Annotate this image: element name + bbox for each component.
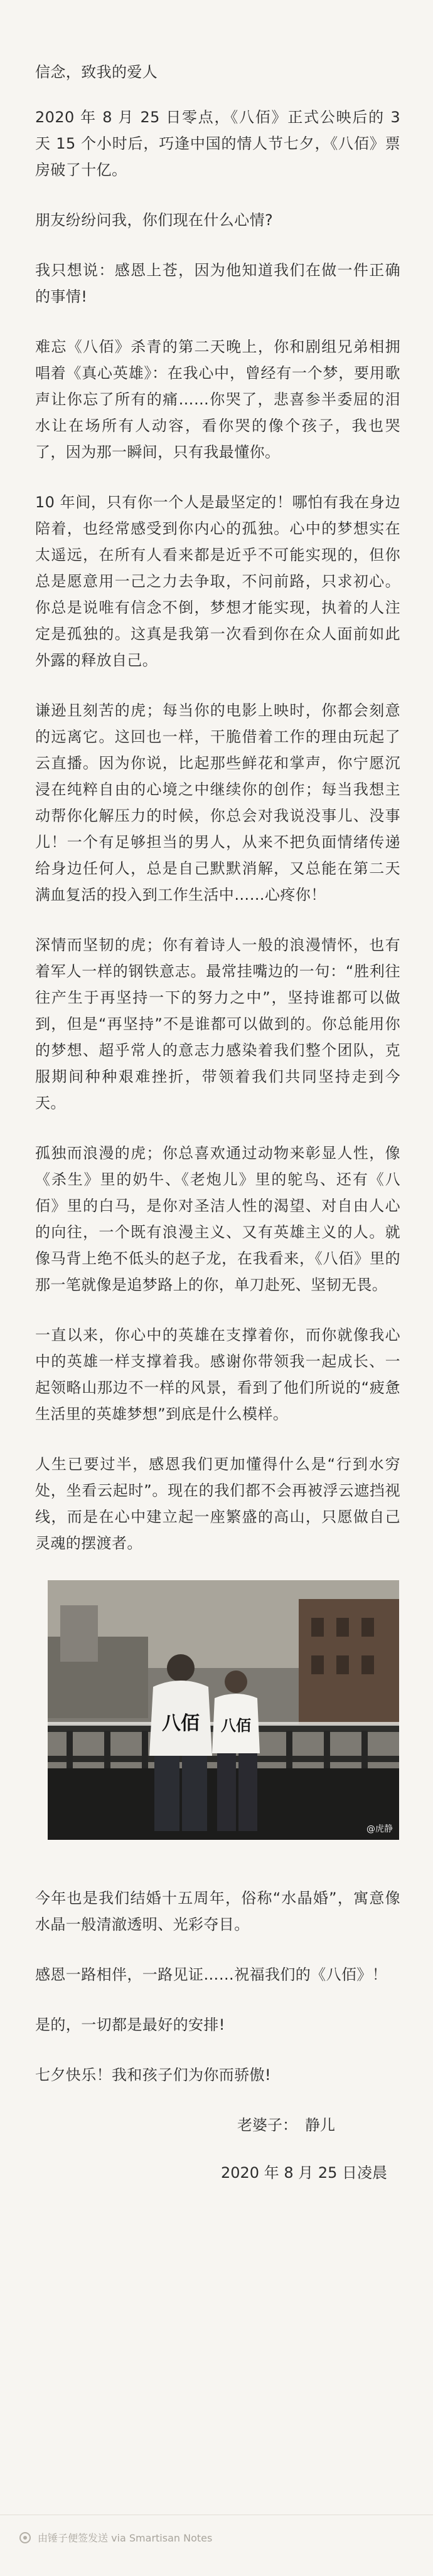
footer-text: 由锤子便签发送 via Smartisan Notes (38, 2532, 213, 2544)
closing-paragraph-1: 今年也是我们结婚十五周年，俗称“水晶婚”，寓意像水晶一般清澈透明、光彩夺目。 (35, 1889, 400, 1933)
closing-paragraph-4: 七夕快乐！我和孩子们为你而骄傲! (35, 2066, 272, 2084)
signature: 老婆子： 静儿 (237, 2116, 335, 2134)
smartisan-logo-icon (19, 2531, 31, 2544)
paragraph-4: 难忘《八佰》杀青的第二天晚上，你和剧组兄弟相拥唱着《真心英雄》：在我心中，曾经有一个梦，要用歌声让你忘了所有的痛……你哭了，悲喜参半委屈的泪水让在场所有人动容，看你哭的像个孩子，我也哭了，因为那一瞬间，只有我最懂你。 (35, 338, 400, 461)
paragraph-10: 人生已要过半，感恩我们更加懂得什么是“行到水穷处，坐看云起时”。现在的我们都不会再被浮云遮挡视线，而是在心中建立起一座繁盛的高山，只愿做自己灵魂的摆渡者。 (35, 1455, 400, 1552)
shirt-text-left: 八佰 (162, 1713, 200, 1734)
paragraph-8: 孤独而浪漫的虎；你总喜欢通过动物来彰显人性，像《杀生》里的奶牛、《老炮儿》里的鸵鸟、还有《八佰》里的白马，是你对圣洁人性的渴望、对自由人心的向往，一个既有浪漫主义、又有英雄主义的人。就像马背上绝不低头的赵子龙，在我看来，《八佰》里的那一笔就像是追梦路上的你，单刀赴死、坚韧无畏。 (35, 1144, 400, 1294)
paragraph-7: 深情而坚韧的虎；你有着诗人一般的浪漫情怀，也有着军人一样的钢铁意志。最常挂嘴边的一句：“胜利往往产生于再坚持一下的努力之中”，坚持谁都可以做到，但是“再坚持”不是谁都可以做到的。你总能用你的梦想、超乎常人的意志力感染着我们整个团队，克服期间种种艰难挫折，带领着我们共同坚持走到今天。 (35, 936, 400, 1112)
photo-watermark: @虎静 (366, 1824, 393, 1834)
shirt-text-right: 八佰 (221, 1716, 251, 1734)
closing-paragraph-3: 是的，一切都是最好的安排! (35, 2016, 225, 2034)
paragraph-1: 2020 年 8 月 25 日零点，《八佰》正式公映后的 3 天 15 个小时后，巧逢中国的情人节七夕，《八佰》票房破了十亿。 (35, 108, 400, 179)
couple-photo (48, 1580, 399, 1840)
paragraph-9: 一直以来，你心中的英雄在支撑着你，而你就像我心中的英雄一样支撑着我。感谢你带领我一起成长、一起领略山那边不一样的风景，看到了他们所说的“疲惫生活里的英雄梦想”到底是什么模样。 (35, 1326, 400, 1423)
closing-paragraph-2: 感恩一路相伴，一路见证……祝福我们的《八佰》！ (35, 1966, 388, 1983)
photo-illustration (48, 1580, 399, 1840)
paragraph-3: 我只想说：感恩上苍，因为他知道我们在做一件正确的事情! (35, 261, 400, 305)
letter-date: 2020 年 8 月 25 日凌晨 (221, 2164, 388, 2182)
paragraph-2: 朋友纷纷问我，你们现在什么心情? (35, 211, 274, 229)
note-footer (0, 2515, 433, 2545)
paragraph-5: 10 年间，只有你一个人是最坚定的！哪怕有我在身边陪着，也经常感受到你内心的孤独。心中的梦想实在太遥远，在所有人看来都是近乎不可能实现的，但你总是愿意用一己之力去争取，不问前路，只求初心。你总是说唯有信念不倒，梦想才能实现，执着的人注定是孤独的。这真是我第一次看到你在众人面前如此外露的释放自己。 (35, 494, 400, 669)
letter-greeting: 信念，致我的爱人 (35, 63, 158, 81)
paragraph-6: 谦逊且刻苦的虎；每当你的电影上映时，你都会刻意的远离它。这回也一样，干脆借着工作的理由玩起了云直播。因为你说，比起那些鲜花和掌声，你宁愿沉浸在纯粹自由的心境之中继续你的创作；每当我想主动帮你化解压力的时候，你总会对我说没事儿、没事儿！一个有足够担当的男人，从来不把负面情绪传递给身边任何人，总是自己默默消解，又总能在第二天满血复活的投入到工作生活中……心疼你！ (35, 702, 400, 904)
